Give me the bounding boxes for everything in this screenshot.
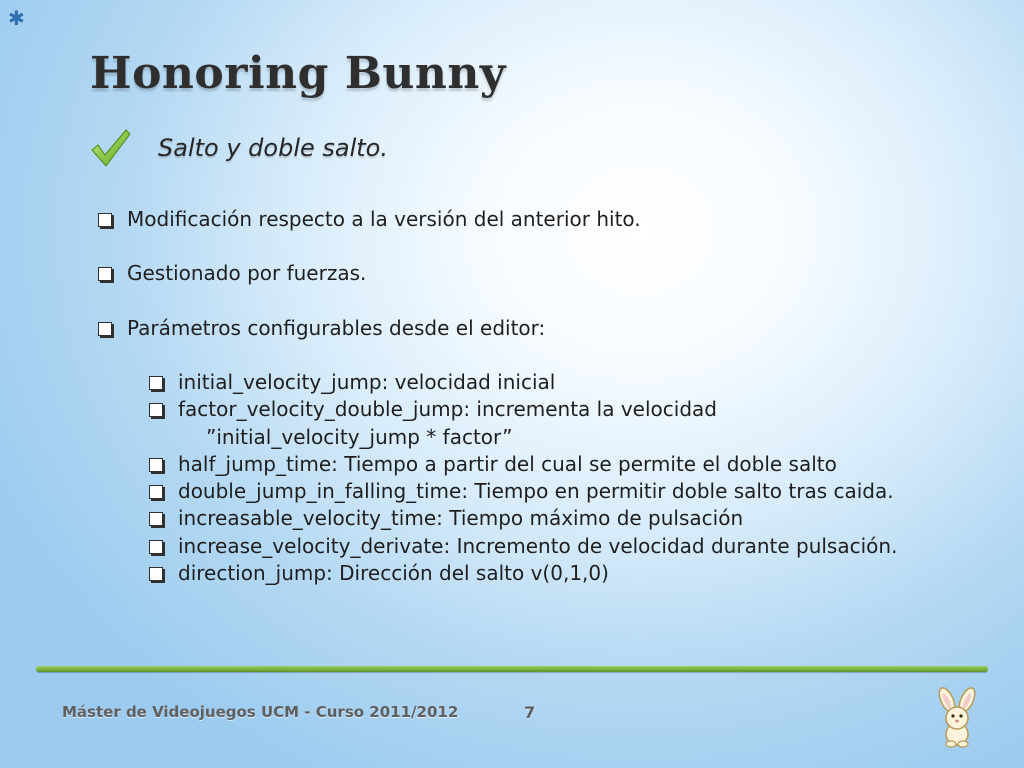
checkbox-bullet-icon — [149, 567, 163, 581]
checkbox-bullet-icon — [149, 512, 163, 526]
star-icon: ✱ — [8, 6, 25, 30]
bullet-text: Gestionado por fuerzas. — [127, 261, 367, 285]
param-item — [149, 478, 894, 505]
param-item — [149, 396, 717, 423]
bullet-text: Modificación respecto a la versión del anterior hito. — [127, 207, 641, 231]
param-text: increasable_velocity_time: Tiempo máximo de pulsación — [178, 506, 744, 530]
checkbox-bullet-icon — [98, 322, 112, 336]
bullet-item — [98, 260, 366, 287]
checkbox-bullet-icon — [98, 267, 112, 281]
param-text: double_jump_in_falling_time: Tiempo en permitir doble salto tras caida. — [178, 479, 894, 503]
checkbox-bullet-icon — [149, 540, 163, 554]
checkbox-bullet-icon — [149, 458, 163, 472]
bunny-icon — [925, 686, 989, 748]
param-text: factor_velocity_double_jump: incrementa la velocidad — [178, 397, 717, 421]
param-text: initial_velocity_jump: velocidad inicial — [178, 370, 556, 394]
checkbox-bullet-icon — [98, 213, 112, 227]
bullet-text: Parámetros configurables desde el editor: — [127, 316, 546, 340]
checkbox-bullet-icon — [149, 376, 163, 390]
slide-subtitle: Salto y doble salto. — [158, 134, 388, 162]
param-item — [149, 560, 609, 587]
page-number: 7 — [524, 703, 536, 722]
checkbox-bullet-icon — [149, 403, 163, 417]
param-item — [149, 505, 743, 532]
footer-course: Máster de Videojuegos UCM - Curso 2011/2012 — [62, 703, 459, 721]
param-item — [149, 369, 555, 396]
param-continuation: ”initial_velocity_jump * factor” — [206, 425, 513, 449]
param-item — [149, 533, 897, 560]
slide-title: Honoring Bunny — [90, 48, 506, 99]
bullet-item — [98, 315, 545, 342]
param-text: direction_jump: Dirección del salto v(0,1,0) — [178, 561, 609, 585]
bullet-item — [98, 206, 641, 233]
param-text: half_jump_time: Tiempo a partir del cual se permite el doble salto — [178, 452, 837, 476]
footer-divider — [36, 666, 988, 672]
checkbox-bullet-icon — [149, 485, 163, 499]
param-text: increase_velocity_derivate: Incremento de velocidad durante pulsación. — [178, 534, 898, 558]
param-item — [149, 451, 837, 478]
